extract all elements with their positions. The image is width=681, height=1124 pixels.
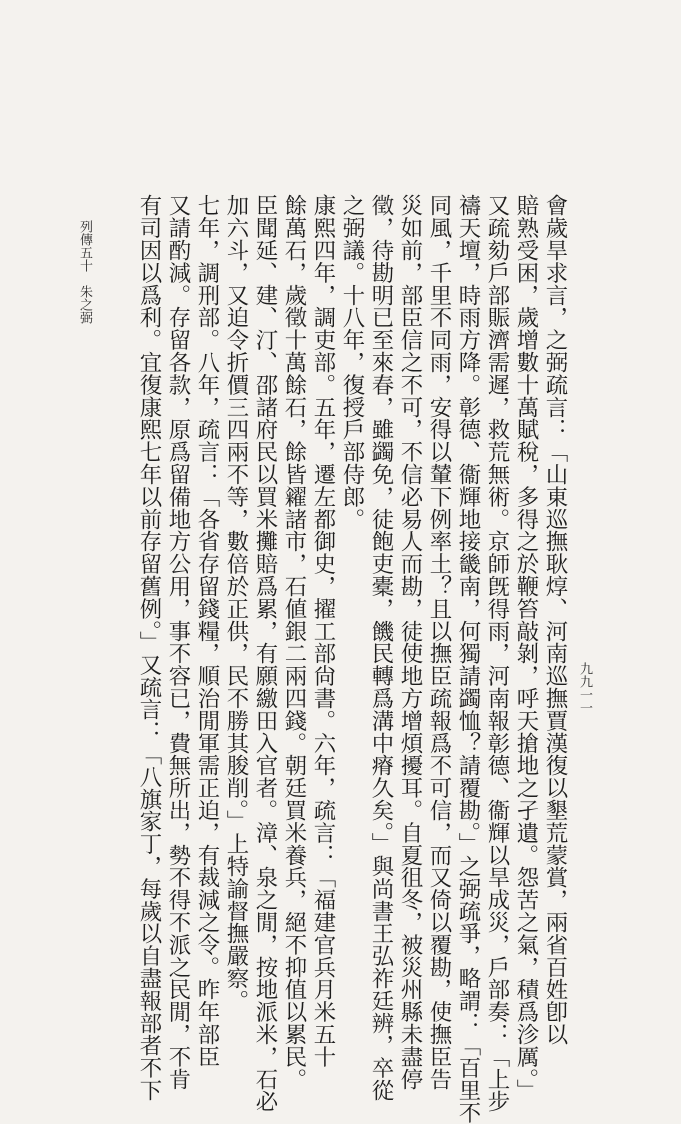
text-column: 又請酌減。存留各款，原爲留備地方公用，事不容已，費無所出，勢不得不派之民閒，不肯 (165, 194, 191, 1090)
text-column: 臣聞延、建、汀、邵諸府民以買米攤賠爲累，有願繳田入官者。漳、泉之閒，按地派米，石必 (252, 194, 278, 1113)
text-column: 同風，千里不同雨，安得以輦下例率土？且以撫臣疏報爲不可信，而又倚以覆勘，使撫臣告 (426, 194, 452, 1090)
page-number: 九九一一 (577, 662, 592, 714)
text-column: 康熙四年，調吏部。五年，遷左都御史，擢工部尙書。六年，疏言：「福建官兵月米五十 (310, 194, 336, 1068)
text-column: 餘萬石，歲徵十萬餘石，餘皆糴諸市，石値銀二兩四錢。朝廷買米養兵，絕不抑值以累民。 (281, 194, 307, 1090)
text-column: 禱天壇，時雨方降。彰德、衞輝地接畿南，何獨請蠲恤？請覆勘。」之弼疏爭，略謂：「百里不 (455, 194, 481, 1124)
text-column: 又疏劾戶部賑濟需遲，救荒無術。京師旣得雨，河南報彰德、衞輝以旱成災，戶部奏：「上步 (484, 194, 510, 1113)
text-column: 賠熟受困，歲增數十萬賦稅，多得之於鞭笞敲剝，呼天搶地之孑遺。怨苦之氣，積爲沴厲。」 (513, 194, 539, 1102)
text-column: 徵，待勘明已至來春，雖蠲免，徒飽吏橐，饑民轉爲溝中瘠久矣。」與尚書王弘祚廷辨，卒從 (368, 194, 394, 1102)
text-column: 七年，調刑部。八年，疏言：「各省存留錢糧，順治閒軍需正迫，有裁減之令。昨年部臣 (194, 194, 220, 1068)
text-column: 災如前，部臣信之不可，不信必易人而勘，徒使地方增煩擾耳。自夏徂冬，被災州縣未盡停 (397, 194, 423, 1090)
text-column: 之弼議。十八年，復授戶部侍郎。 (339, 194, 365, 530)
text-column: 加六斗，又迫令折價三四兩不等，數倍於正供，民不勝其朘削。」上特諭督撫嚴察。 (223, 194, 249, 1012)
text-column: 會歲旱求言，之弼疏言：「山東巡撫耿焞、河南巡撫賈漢復以墾荒蒙賞，兩省百姓卽以 (542, 194, 568, 1046)
running-title: 列傳五十 朱之弼 (77, 220, 92, 324)
text-column: 有司因以爲利。宜復康熙七年以前存留舊例。」又疏言：「八旗家丁，每歲以自盡報部者不下 (136, 194, 162, 1102)
